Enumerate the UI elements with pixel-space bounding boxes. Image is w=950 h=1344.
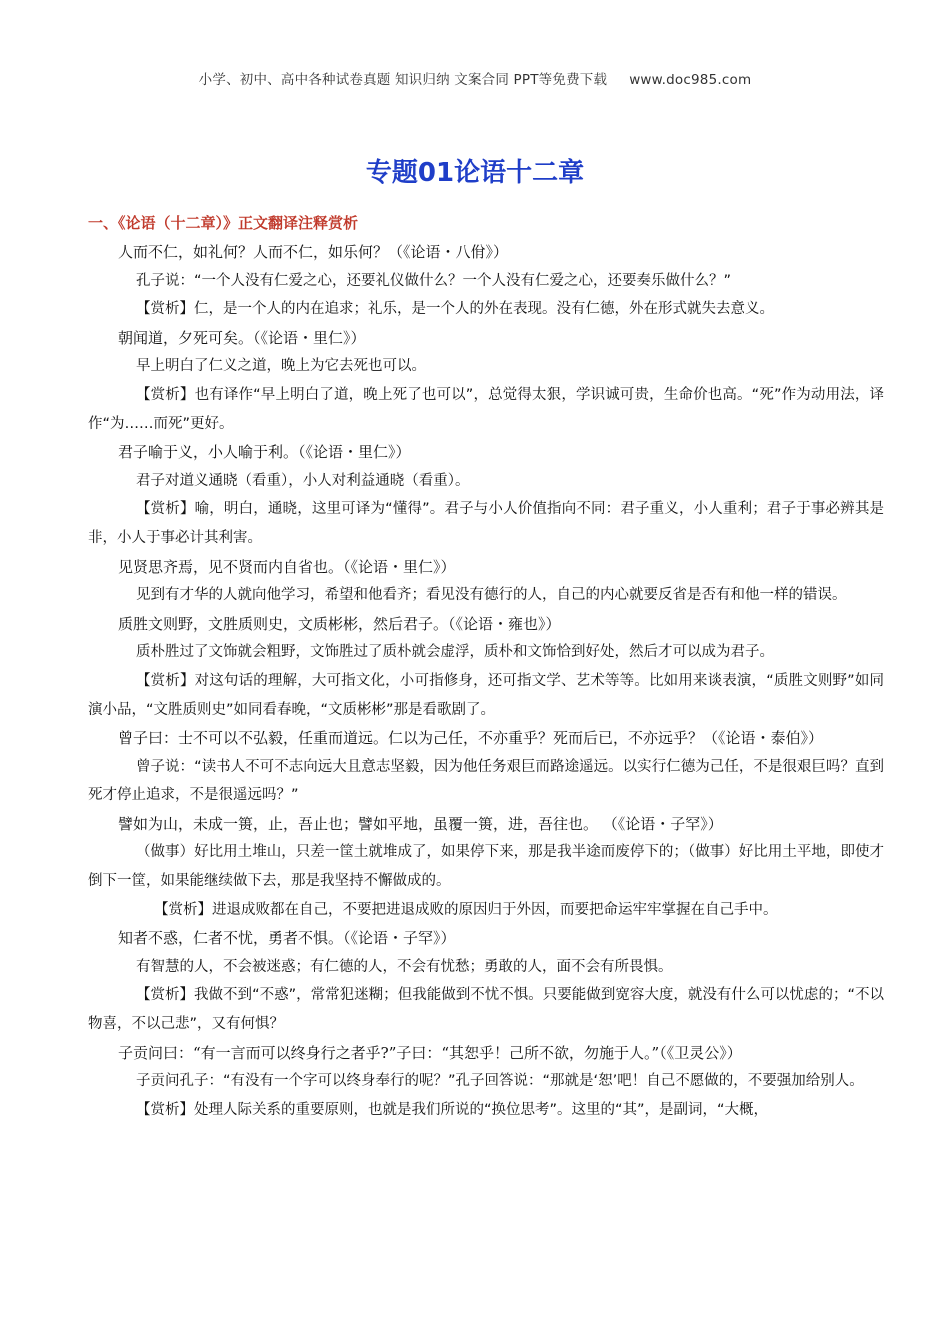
- header-text: 小学、初中、高中各种试卷真题 知识归纳 文案合同 PPT等免费下载: [198, 72, 608, 88]
- paragraph-original: 人而不仁，如礼何？人而不仁，如乐何？（《论语・八佾》）: [118, 243, 509, 261]
- paragraph-original: 曾子曰：士不可以不弘毅，任重而道远。仁以为己任，不亦重乎？死而后已，不亦远乎？（《论语・泰伯》）: [118, 729, 824, 748]
- paragraph-original: 质胜文则野，文胜质则史，文质彬彬，然后君子。（《论语・雍也》）: [118, 614, 561, 633]
- paragraph-translation: 曾子说：“读书人不可不志向远大且意志坚毅，因为他任务艰巨而路途遥远。以实行仁德为己任，不是很艰巨吗？直到死才停止追求，不是很遥远吗？”: [88, 758, 884, 804]
- section-heading: 一、《论语（十二章）》正文翻译注释赏析: [88, 214, 359, 232]
- paragraph-translation: 君子对道义通晓（看重），小人对利益通晓（看重）。: [136, 472, 470, 489]
- paragraph-original: 君子喻于义，小人喻于利。（《论语・里仁》）: [118, 443, 411, 462]
- paragraph-translation: 早上明白了仁义之道，晚上为它去死也可以。: [136, 358, 426, 375]
- paragraph-analysis: 【赏析】处理人际关系的重要原则，也就是我们所说的“换位思考”。这里的“其”，是副词，“大概，: [136, 1101, 769, 1118]
- paragraph-original: 子贡问曰：“有一言而可以终身行之者乎?”子曰：“其恕乎！己所不欲，勿施于人。”（《卫灵公》）: [118, 1043, 742, 1062]
- paragraph-analysis: 【赏析】对这句话的理解，大可指文化，小可指修身，还可指文学、艺术等等。比如用来谈表演，“质胜文则野”如同演小品，“文胜质则史”如同看春晚，“文质彬彬”那是看歌剧了。: [88, 672, 884, 718]
- paragraph-translation: 见到有才华的人就向他学习，希望和他看齐；看见没有德行的人，自己的内心就要反省是否有和他一样的错误。: [136, 587, 847, 604]
- document-body: [88, 238, 884, 1124]
- paragraph-translation: 质朴胜过了文饰就会粗野，文饰胜过了质朴就会虚浮，质朴和文饰恰到好处，然后才可以成为君子。: [136, 644, 774, 661]
- page-title: 专题01论语十二章: [365, 158, 585, 188]
- paragraph-original: 知者不惑，仁者不忧，勇者不惧。（《论语・子罕》）: [118, 929, 456, 948]
- paragraph-translation: （做事）好比用土堆山，只差一筐土就堆成了，如果停下来，那是我半途而废停下的；（做事）好比用土平地，即使才倒下一筐，如果能继续做下去，那是我坚持不懈做成的。: [88, 844, 884, 890]
- paragraph-analysis: 【赏析】仁，是一个人的内在追求；礼乐，是一个人的外在表现。没有仁德，外在形式就失去意义。: [136, 301, 774, 318]
- paragraph-original: 朝闻道，夕死可矣。（《论语・里仁》）: [118, 328, 366, 347]
- paragraph-analysis: 【赏析】进退成败都在自己，不要把进退成败的原因归于外因，而要把命运牢牢掌握在自己手中。: [154, 901, 778, 918]
- paragraph-original: 见贤思齐焉，见不贤而内自省也。（《论语・里仁》）: [118, 557, 456, 576]
- paragraph-analysis: 【赏析】我做不到“不惑”，常常犯迷糊；但我能做到不忧不惧。只要能做到宽容大度，就没有什么可以忧虑的；“不以物喜，不以己悲”，又有何惧？: [88, 987, 884, 1033]
- paragraph-analysis: 【赏析】也有译作“早上明白了道，晚上死了也可以”，总觉得太狠，学识诚可贵，生命价也高。“死”作为动用法，译作“为……而死”更好。: [88, 386, 884, 432]
- header-url[interactable]: www.doc985.com: [629, 72, 752, 88]
- paragraph-translation: 孔子说：“一个人没有仁爱之心，还要礼仪做什么？一个人没有仁爱之心，还要奏乐做什么？”: [136, 272, 732, 289]
- page-header: [0, 68, 950, 88]
- paragraph-analysis: 【赏析】喻，明白，通晓，这里可译为“懂得”。君子与小人价值指向不同：君子重义，小人重利；君子于事必辨其是非，小人于事必计其利害。: [88, 501, 884, 546]
- paragraph-translation: 有智慧的人，不会被迷惑；有仁德的人，不会有忧愁；勇敢的人，面不会有所畏惧。: [136, 958, 673, 975]
- paragraph-original: 譬如为山，未成一篑，止，吾止也；譬如平地，虽覆一篑，进，吾往也。 （《论语・子罕》）: [118, 814, 723, 833]
- paragraph-translation: 子贡问孔子：“有没有一个字可以终身奉行的呢？”孔子回答说：“那就是‘恕’吧！自己不愿做的，不要强加给别人。: [136, 1073, 864, 1090]
